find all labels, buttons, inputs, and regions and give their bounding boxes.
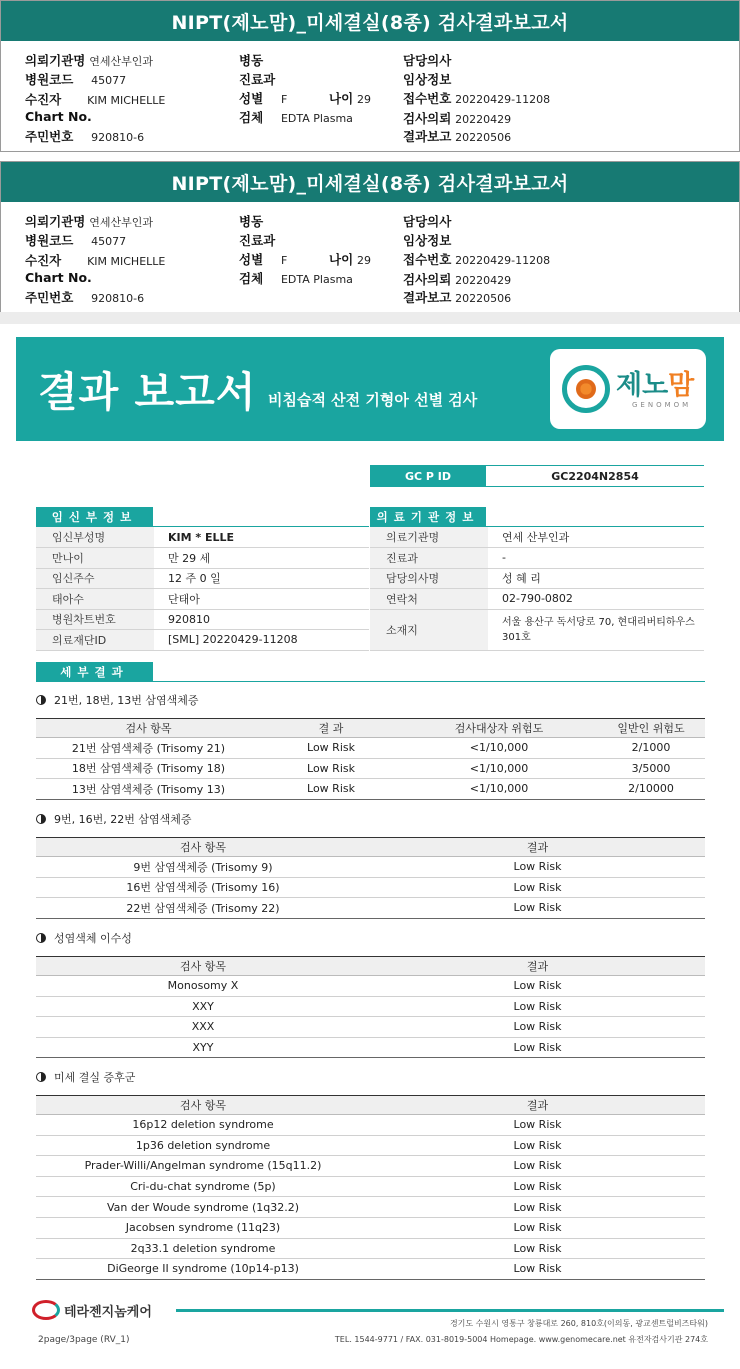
table-row: 소재지 서울 용산구 독서당로 70, 현대리버티하우스 301호 xyxy=(370,609,704,650)
pregnant-info-tag: 임신부정보 xyxy=(36,507,153,527)
trisomy-main-table: 검사 항목 결 과 검사대상자 위험도 일반인 위험도 21번 삼염색체증 (Trisomy 21) Low Risk <1/10,000 2/1000 18번 삼염색체증 (Trisomy 18) Low Risk <1/10,000 3/5000 13번 삼염색체증 (Trisomy 13) Low Risk <1/10,000 2/10000 xyxy=(36,718,705,800)
field-report: 결과보고 20220506 xyxy=(403,290,512,305)
field-request: 검사의뢰 20220429 xyxy=(403,111,512,126)
table-row: 의료기관명 연세 산부인과 xyxy=(370,527,704,548)
institution-info-tag: 의료기관정보 xyxy=(370,507,486,527)
table-row: 태아수 단태아 xyxy=(36,589,369,610)
table-row: 1p36 deletion syndrome Low Risk xyxy=(36,1135,705,1156)
table-row: XXY Low Risk xyxy=(36,996,705,1017)
half-circle-icon xyxy=(36,814,46,824)
gcp-id-value: GC2204N2854 xyxy=(486,465,704,487)
sex-chromosome-table: 검사 항목 결과 Monosomy X Low Risk XXY Low Risk XXX Low Risk XYY Low Risk xyxy=(36,956,705,1058)
company-logo: 테라젠지놈케어 xyxy=(32,1300,152,1320)
institution-info-table xyxy=(370,527,704,651)
table-row: XYY Low Risk xyxy=(36,1037,705,1058)
table-row: 의료재단ID [SML] 20220429-11208 xyxy=(36,630,369,651)
table-row: DiGeorge II syndrome (10p14-p13) Low Risk xyxy=(36,1259,705,1280)
field-dept: 진료과 xyxy=(239,72,276,87)
gcp-id-label: GC P ID xyxy=(370,465,486,487)
table-row: 만나이 만 29 세 xyxy=(36,548,369,569)
half-circle-icon xyxy=(36,933,46,943)
table-row: Monosomy X Low Risk xyxy=(36,976,705,997)
field-specimen: 검체 EDTA Plasma xyxy=(239,271,353,286)
report-header-1 xyxy=(0,0,740,152)
table-row: 18번 삼염색체증 (Trisomy 18) Low Risk <1/10,000 3/5000 xyxy=(36,758,705,779)
field-patient: 수진자 KIM MICHELLE xyxy=(25,253,166,268)
section-heading: 성염색체 이수성 xyxy=(36,930,132,946)
field-specimen: 검체 EDTA Plasma xyxy=(239,110,353,125)
footer-address: 경기도 수원시 영통구 창룡대로 260, 810호(이의동, 광교센트럴비즈타워) xyxy=(449,1319,708,1328)
table-row: XXX Low Risk xyxy=(36,1017,705,1038)
genomom-logo xyxy=(550,349,706,429)
table-row: 13번 삼염색체증 (Trisomy 13) Low Risk <1/10,000 2/10000 xyxy=(36,779,705,800)
table-row: 2q33.1 deletion syndrome Low Risk xyxy=(36,1238,705,1259)
field-receipt: 접수번호 20220429-11208 xyxy=(403,252,551,267)
table-row: Jacobsen syndrome (11q23) Low Risk xyxy=(36,1217,705,1238)
field-institution: 의뢰기관명 연세산부인과 xyxy=(25,214,153,229)
field-dept: 진료과 xyxy=(239,233,276,248)
trisomy-other-table: 검사 항목 결과 9번 삼염색체증 (Trisomy 9) Low Risk 16번 삼염색체증 (Trisomy 16) Low Risk 22번 삼염색체증 (Trisomy 22) Low Risk xyxy=(36,837,705,919)
section-heading: 21번, 18번, 13번 삼염색체증 xyxy=(36,692,198,708)
table-row: 22번 삼염색체증 (Trisomy 22) Low Risk xyxy=(36,898,705,919)
field-hospital-code: 병원코드 45077 xyxy=(25,233,127,248)
footer-contact: TEL. 1544-9771 / FAX. 031-8019-5004 Homepage. www.genomecare.net 유전자검사기관 274호 xyxy=(334,1335,708,1344)
section-heading: 미세 결실 증후군 xyxy=(36,1069,135,1085)
table-row: Van der Woude syndrome (1q32.2) Low Risk xyxy=(36,1197,705,1218)
detail-result-line xyxy=(36,681,705,682)
page-number: 2page/3page (RV_1) xyxy=(38,1335,130,1345)
field-sex: 성별 F xyxy=(239,252,288,267)
footer-divider xyxy=(176,1309,724,1312)
microdeletion-table: 검사 항목 결과 16p12 deletion syndrome Low Risk 1p36 deletion syndrome Low Risk Prader-Willi/Angelman syndrome (15q11.2) Low Risk Cri-du-chat syndrome (5p) Low Risk Van der Woude syndrome (1q32.2) Low Risk Jacobsen syndrome (11q23) Low Risk 2q33.1 deletion syndrome Low Risk DiGeorge II syndrome (10p14-p13) Low Risk xyxy=(36,1095,705,1280)
field-doctor: 담당의사 xyxy=(403,53,452,68)
report-header-title: NIPT(제노맘)_미세결실(8종) 검사결과보고서 xyxy=(1,162,739,202)
half-circle-icon xyxy=(36,695,46,705)
table-row: 21번 삼염색체증 (Trisomy 21) Low Risk <1/10,000 2/1000 xyxy=(36,738,705,759)
table-row: 임신부성명 KIM * ELLE xyxy=(36,527,369,548)
table-row: 담당의사명 성 혜 리 xyxy=(370,568,704,589)
report-header-2 xyxy=(0,161,740,313)
field-chart: Chart No. xyxy=(25,109,92,124)
table-row: Prader-Willi/Angelman syndrome (15q11.2) Low Risk xyxy=(36,1156,705,1177)
table-row: 병원차트번호 920810 xyxy=(36,609,369,630)
detail-result-tag: 세부결과 xyxy=(36,662,153,682)
field-age: 나이 29 xyxy=(329,252,371,267)
field-sex: 성별 F xyxy=(239,91,288,106)
page-separator xyxy=(0,312,740,324)
field-clinical: 임상정보 xyxy=(403,72,452,87)
pregnant-info-table xyxy=(36,527,369,651)
field-ward: 병동 xyxy=(239,214,264,229)
field-receipt: 접수번호 20220429-11208 xyxy=(403,91,551,106)
table-row: 16번 삼염색체증 (Trisomy 16) Low Risk xyxy=(36,877,705,898)
field-report: 결과보고 20220506 xyxy=(403,129,512,144)
logo-eng-text: GENOMOM xyxy=(632,401,692,409)
half-circle-icon xyxy=(36,1072,46,1082)
field-doctor: 담당의사 xyxy=(403,214,452,229)
company-logo-icon xyxy=(32,1300,60,1320)
logo-text: 제노맘 xyxy=(616,370,695,401)
field-clinical: 임상정보 xyxy=(403,233,452,248)
table-row: 9번 삼염색체증 (Trisomy 9) Low Risk xyxy=(36,857,705,878)
report-header-title: NIPT(제노맘)_미세결실(8종) 검사결과보고서 xyxy=(1,1,739,41)
field-age: 나이 29 xyxy=(329,91,371,106)
field-chart: Chart No. xyxy=(25,270,92,285)
table-row: Cri-du-chat syndrome (5p) Low Risk xyxy=(36,1176,705,1197)
section-heading: 9번, 16번, 22번 삼염색체증 xyxy=(36,811,191,827)
banner-subtitle: 비침습적 산전 기형아 선별 검사 xyxy=(268,391,478,409)
field-id: 주민번호 920810-6 xyxy=(25,290,145,305)
table-row: 진료과 - xyxy=(370,548,704,569)
banner-title: 결과 보고서 xyxy=(38,368,257,416)
table-row: 임신주수 12 주 0 일 xyxy=(36,568,369,589)
result-banner xyxy=(16,337,724,441)
field-request: 검사의뢰 20220429 xyxy=(403,272,512,287)
table-row: 16p12 deletion syndrome Low Risk xyxy=(36,1115,705,1136)
logo-dot-icon xyxy=(576,379,596,399)
field-ward: 병동 xyxy=(239,53,264,68)
field-patient: 수진자 KIM MICHELLE xyxy=(25,92,166,107)
field-institution: 의뢰기관명 연세산부인과 xyxy=(25,53,153,68)
field-hospital-code: 병원코드 45077 xyxy=(25,72,127,87)
table-row: 연락처 02-790-0802 xyxy=(370,589,704,610)
field-id: 주민번호 920810-6 xyxy=(25,129,145,144)
